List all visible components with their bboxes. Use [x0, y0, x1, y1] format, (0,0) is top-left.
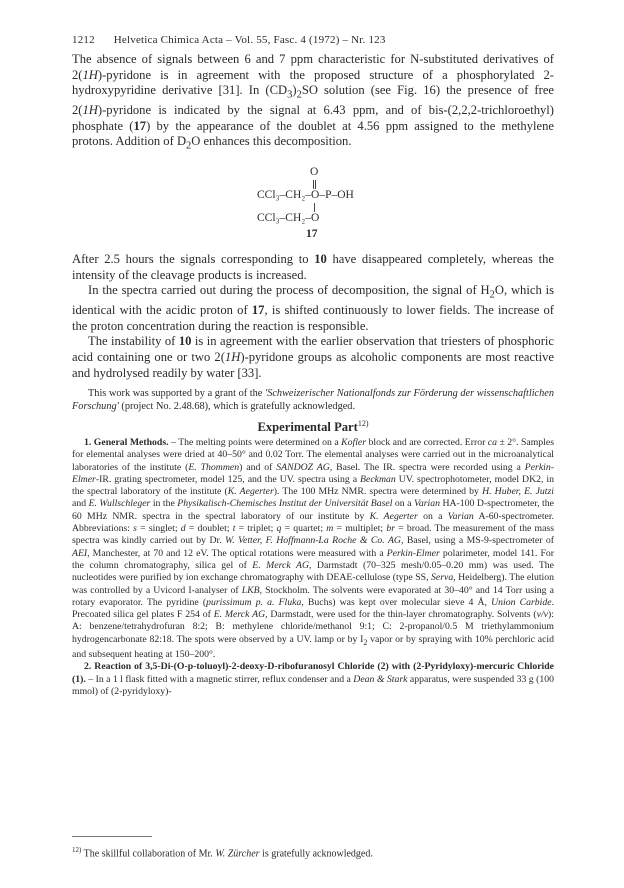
acknowledgement: This work was supported by a grant of the 'Schweizerischer Nationalfonds zur Förderung der wissenschaftlichen Forschung' (project No. 2.48.68), which is gratefully acknowledged. [72, 388, 554, 412]
paragraph-4: The instability of 10 is in agreement with the earlier observation that triesters of phosphoric acid containing one or two 2(1H)-pyridone groups as alcoholic components are most reactive and hydrolysed readily by water [33]. [72, 334, 554, 380]
running-head: Helvetica Chimica Acta – Vol. 55, Fasc. 4 (1972) – Nr. 123 [113, 34, 386, 46]
formula-line-2: CCl₃–CH₂–O [257, 212, 320, 224]
page-number: 1212 [72, 34, 95, 46]
footnote-reference: 12) [357, 419, 369, 428]
footnote-divider [72, 836, 152, 837]
paragraph-1: The absence of signals between 6 and 7 ppm characteristic for N-substituted derivatives of 2(1H)-pyridone is in agreement with the proposed structure of a phosphorylated 2-hydroxypyridine derivative [31]. In $(CD_3)_2SO$ solution (see Fig. 16) the presence of free 2(1H)-pyridone is indicated by the signal at 6.43 ppm, and of bis-(2,2,2-trichloroethyl) phosphate (17) by the appearance of the doublet at 4.56 ppm assigned to the methylene protons. Addition of $D_2O$ enhances this decomposition. [72, 52, 554, 152]
running-header [72, 34, 554, 46]
paragraph-2: After 2.5 hours the signals corresponding to 10 have disappeared completely, whereas the intensity of the cleavage products is increased. [72, 252, 554, 282]
paragraph-3: In the spectra carried out during the process of decomposition, the signal of $H_2O$, which is identical with the acidic proton of 17, is shifted continuously to lower fields. The increase of the proton concentration during the reaction is responsible. [72, 283, 554, 333]
general-methods-paragraph: 1. General Methods. – The melting points were determined on a Kofler block and are corrected. Error ca ± 2°. Samples for elemental analyses were dried at 40–50° and 0.02 Torr. The elemental analyses were carried out in the microanalytical laboratories of the institute (E. Thommen) and of SANDOZ AG, Basel. The IR. spectra were recorded using a Perkin-Elmer-IR. grating spectrometer, model 125, and the UV. spectra using a Beckman UV. spectrophotometer, model DK2, in the spectral laboratory of the institute (K. Aegerter). The 100 MHz NMR. spectra were determined by H. Huber, E. Jutzi and E. Wullschleger in the Physikalisch-Chemisches Institut der Universität Basel on a Varian HA-100 D-spectrometer, the 60 MHz NMR. spectra in the spectral laboratory of our institute by K. Aegerter on a Varian A-60-spectrometer. Abbreviations: s = singlet; d = doublet; t = triplet; q = quartet; m = multiplet; br = broad. The measurement of the mass spectra was kindly carried out by Dr. W. Vetter, F. Hoffmann-La Roche & Co. AG, Basel, using a MS-9-spectrometer of AEI, Manchester, at 70 and 12 eV. The optical rotations were measured with a Perkin-Elmer polarimeter, model 141. For the column chromatography, silica gel of E. Merck AG, Darmstadt (70–325 mesh/0.05–0.20 mm) was used. The nucleotides were purified by ion exchange chromatography with DEAE-cellulose (type SS, Serva, Heidelberg). The elution was controlled by a Uvicord I-analyser of LKB, Stockholm. The solvents were evaporated at 30–40° and 14 Torr using a rotary evaporator. The pyridine (purissimum p. a. Fluka, Buchs) was kept over molecular sieve 4 Å, Union Carbide. Precoated silica gel plates F 254 of E. Merck AG, Darmstadt, were used for the thin-layer chromatography. Solvents (v/v): A: benzene/tetrahydrofuran 8:2; B: methylene chloride/methanol 9:1; C: 2-propanol/0.5 M triethylammonium hydrogencarbonate 82:18. The spots were observed by a UV. lamp or by $I_2$ vapor or by spraying with 10% perchloric acid and subsequent heating at 150–200°. [72, 437, 555, 660]
section-heading: Experimental Part$^{12)}$ [257, 419, 369, 435]
reaction-paragraph: 2. Reaction of 3,5-Di-(O-p-toluoyl)-2-deoxy-D-ribofuranosyl Chloride (2) with (2-Pyridyloxy)-mercuric Chloride (1). – In a 1 l flask fitted with a magnetic stirrer, reflux condenser and a Dean & Stark apparatus, were suspended 33 g (100 mmol) of (2-pyridyloxy)- [72, 661, 554, 697]
formula-oxygen-top: O [310, 166, 319, 178]
compound-label-17: 17 [306, 228, 318, 240]
structure-formula-17 [0, 168, 624, 246]
experimental-text [72, 437, 554, 698]
formula-line-1: CCl₃–CH₂–O–P–OH [257, 189, 354, 201]
body-text-bottom [72, 252, 554, 381]
body-text-top [72, 52, 554, 155]
footnote-12: $^{12)}$ The skillful collaboration of Mr. W. Zürcher is gratefully acknowledged. [72, 846, 373, 860]
